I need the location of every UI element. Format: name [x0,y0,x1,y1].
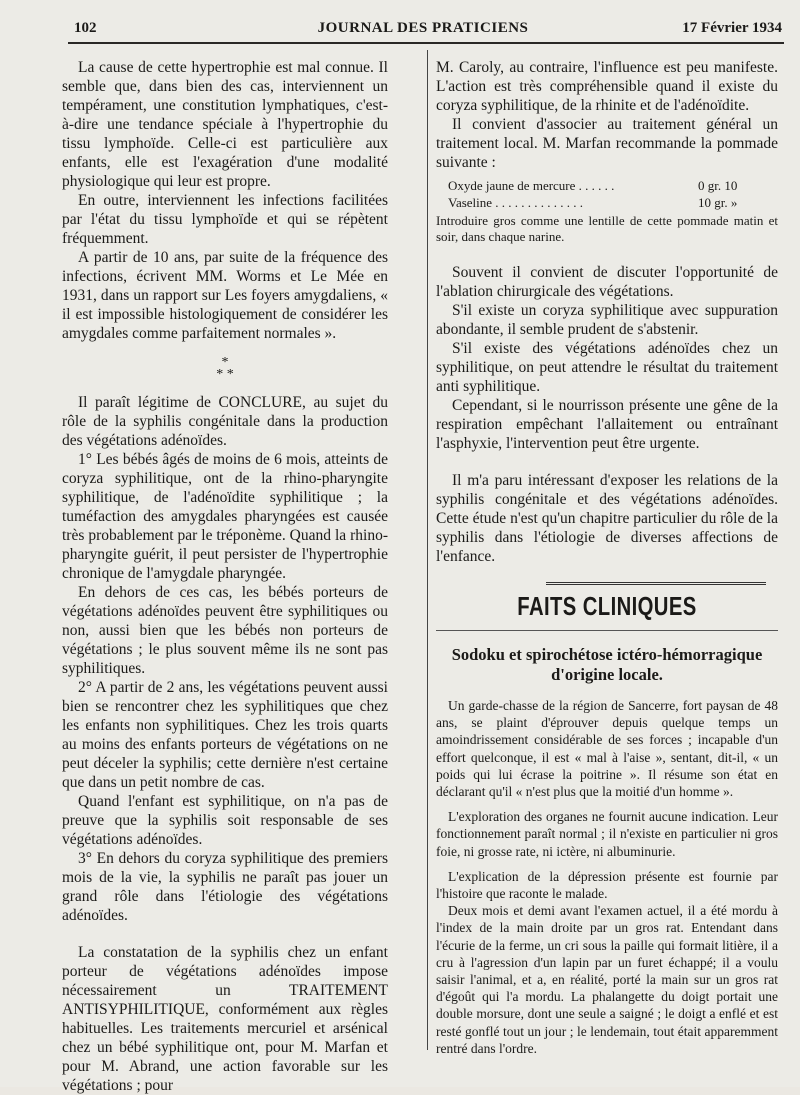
page-number: 102 [74,20,97,36]
paragraph: 3° En dehors du coryza syphilitique des premiers mois de la vie, la syphilis ne paraît pas jouer un grand rôle dans l'étiologie des végétations adénoïdes. [62,850,388,924]
paragraph: Il m'a paru intéressant d'exposer les relations de la syphilis congénitale et des végétations adénoïdes. Cette étude n'est qu'un chapitre particulier du rôle de la syphilis dans l'étiologie de diverses affections de l'enfance. [436,472,778,565]
formula-quantity: 0 gr. 10 [698,178,738,193]
paragraph: 2° A partir de 2 ans, les végétations peuvent aussi bien se rencontrer chez les syphilitiques que chez les enfants non syphilitiques. Chez les trois quarts au moins des enfants porteurs de végétations on ne peut déceler la syphilis; cette dernière n'est certaine que dans un petit nombre de cas. [62,679,388,791]
header-rule [68,42,784,44]
paragraph: Quand l'enfant est syphilitique, on n'a pas de preuve que la syphilis soit responsable de ses végétations adénoïdes. [62,793,388,848]
right-column [436,58,778,1057]
paragraph: En outre, interviennent les infections facilitées par l'état du tissu lymphoïde et qui se répètent fréquemment. [62,192,388,247]
paragraph: Il convient d'associer au traitement général un traitement local. M. Marfan recommande la pommade suivante : [436,116,778,171]
paragraph: Cependant, si le nourrisson présente une gêne de la respiration empêchant l'allaitement ou entraînant l'asphyxie, l'intervention peut être urgente. [436,397,778,452]
formula-ingredient: Oxyde jaune de mercure . . . . . . [448,178,615,193]
formula-ingredient: Vaseline . . . . . . . . . . . . . . [448,195,584,210]
paragraph: L'explication de la dépression présente est fournie par l'histoire que raconte le malade. [436,868,778,902]
paragraph: La cause de cette hypertrophie est mal connue. Il semble que, dans bien des cas, interviennent un tempérament, une constitution lymphatiques, c'est-à-dire une tendance spéciale à l'hypertrophie du tissu lymphoïde. Celle-ci est particulière aux enfants, elle est l'exagération d'une modalité physiologique qui leur est propre. [62,59,388,190]
separator-star-top: * [221,355,229,370]
paragraph: S'il existe un coryza syphilitique avec suppuration abondante, il semble prudent de s'abstenir. [436,302,778,338]
formula-row [448,194,778,211]
section-rule [546,582,766,585]
paragraph: 1° Les bébés âgés de moins de 6 mois, atteints de coryza syphilitique, ont de la rhino-pharyngite syphilitique, de l'adénoïdite syphilitique ; la tuméfaction des amygdales pharyngées est causée très probablement par le tréponème. Quand la rhino-pharyngite guérit, il peut persister de l'hypertrophie chronique de l'amygdale pharyngée. [62,451,388,582]
section-separator [62,357,388,381]
left-column [62,58,388,1095]
paragraph: La constatation de la syphilis chez un enfant porteur de végétations adénoïdes impose nécessairement un TRAITEMENT ANTISYPHILITIQUE, conformément aux règles habituelles. Les traitements mercuriel et arsénical chez un bébé syphilitique ont, pour M. Marfan et pour M. Abrand, une action favorable sur les végétations ; pour [62,944,388,1094]
paragraph: A partir de 10 ans, par suite de la fréquence des infections, écrivent MM. Worms et Le Mée en 1931, dans un rapport sur Les foyers amygdaliens, « il est impossible histologiquement de considérer les amygdales comme parfaitement normales ». [62,249,388,342]
journal-title: JOURNAL DES PRATICIENS [317,20,529,36]
formula-quantity: 10 gr. » [698,195,738,210]
paragraph: M. Caroly, au contraire, l'influence est peu manifeste. L'action est très compréhensible quand il existe du coryza syphilitique, de la rhinite et de l'adénoïdite. [436,59,778,114]
heading-rule [436,630,778,631]
article-title: Sodoku et spirochétose ictéro-hémorragique d'origine locale. [451,645,763,684]
column-divider [427,50,428,1050]
section-heading: FAITS CLINIQUES [517,591,697,621]
paragraph: L'exploration des organes ne fournit aucune indication. Leur fonctionnement paraît normal ; il n'existe en particulier ni gros foie, ni grosse rate, ni ictère, ni albuminurie. [436,809,778,859]
article-body [436,697,778,1057]
paragraph: Souvent il convient de discuter l'opportunité de l'ablation chirurgicale des végétations. [436,264,778,300]
separator-stars-bottom: * * [216,367,234,382]
paragraph: S'il existe des végétations adénoïdes chez un syphilitique, on peut attendre le résultat du traitement anti syphilitique. [436,340,778,395]
paragraph: Il paraît légitime de CONCLURE, au sujet du rôle de la syphilis congénitale dans la production des végétations adénoïdes. [62,394,388,449]
page-header [64,18,782,40]
paragraph: En dehors de ces cas, les bébés porteurs de végétations adénoïdes peuvent être syphilitiques ou non, aussi bien que les bébés non porteurs de végétations ; le plus souvent même ils ne sont pas syphilitiques. [62,584,388,677]
prescription-formula [448,177,778,211]
paragraph: Un garde-chasse de la région de Sancerre, fort paysan de 48 ans, se plaint d'éprouver depuis quelque temps un amoindrissement considérable de ses forces ; incapable d'un effort quelconque, il est « mal à l'aise », sentant, dit-il, « un poids qui lui écrase la poitrine ». Il résume son état en déclarant qu'il « n'est plus que la moitié d'un homme ». [436,698,778,800]
issue-date: 17 Février 1934 [682,20,782,36]
paragraph: Deux mois et demi avant l'examen actuel, il a été mordu à l'index de la main droite par un gros rat. Entendant dans l'écurie de la ferme, un cri sous la paille qui formait litière, il a cru à l'agression d'un lapin par un furet échappé; il a voulu saisir l'animal, et a, en réalité, porté la main sur un gros rat d'égoût qui l'a mordu. La phalangette du doigt portait une double morsure, dont une seule a saigné ; le doigt a enflé et est resté gonflé tout un jour ; le lendemain, tout était apparemment rentré dans l'ordre. [436,903,778,1056]
prescription-note: Introduire gros comme une lentille de cette pommade matin et soir, dans chaque narine. [436,213,778,244]
formula-row [448,177,778,194]
